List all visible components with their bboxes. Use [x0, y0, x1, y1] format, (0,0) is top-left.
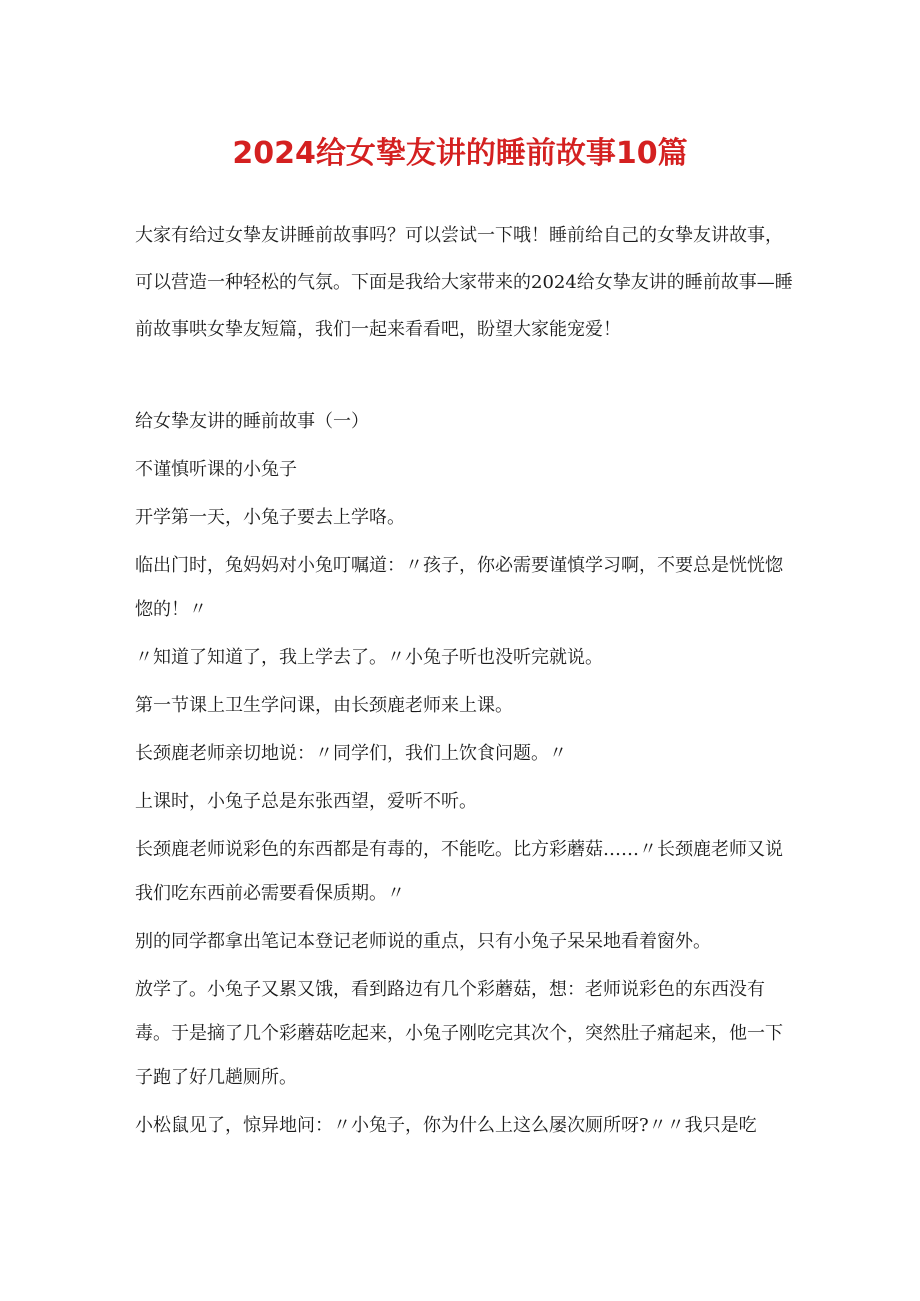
story-paragraph: 上课时，小兔子总是东张西望，爱听不听。 — [135, 791, 477, 812]
section-heading: 给女挚友讲的睡前故事（一） — [135, 411, 369, 432]
story-paragraph: 别的同学都拿出笔记本登记老师说的重点，只有小兔子呆呆地看着窗外。 — [135, 931, 711, 952]
story-paragraph: 〃知道了知道了，我上学去了。〃小兔子听也没听完就说。 — [135, 647, 603, 668]
story-paragraph: 放学了。小兔子又累又饿，看到路边有几个彩蘑菇，想：老师说彩色的东西没有毒。于是摘了几个彩蘑菇吃起来，小兔子刚吃完其次个，突然肚子痛起来，他一下子跑了好几趟厕所。 — [135, 979, 783, 1088]
story-title: 不谨慎听课的小兔子 — [135, 459, 297, 480]
story-paragraph: 开学第一天，小兔子要去上学咯。 — [135, 507, 405, 528]
story-paragraph: 长颈鹿老师说彩色的东西都是有毒的，不能吃。比方彩蘑菇……〃长颈鹿老师又说我们吃东西前必需要看保质期。〃 — [135, 839, 783, 904]
story-paragraph: 临出门时，兔妈妈对小兔叮嘱道：〃孩子，你必需要谨慎学习啊，不要总是恍恍惚惚的！〃 — [135, 555, 783, 620]
story-paragraph: 长颈鹿老师亲切地说：〃同学们，我们上饮食问题。〃 — [135, 743, 567, 764]
story-paragraph: 小松鼠见了，惊异地问：〃小兔子，你为什么上这么屡次厕所呀?〃〃我只是吃 — [135, 1115, 757, 1136]
intro-paragraph: 大家有给过女挚友讲睡前故事吗？可以尝试一下哦！睡前给自己的女挚友讲故事，可以营造一种轻松的气氛。下面是我给大家带来的2024给女挚友讲的睡前故事—睡前故事哄女挚友短篇，我们一起来看看吧，盼望大家能宠爱！ — [135, 225, 793, 340]
story-body — [135, 400, 800, 1152]
document-title: 2024给女挚友讲的睡前故事10篇 — [232, 136, 688, 171]
story-paragraph: 第一节课上卫生学问课，由长颈鹿老师来上课。 — [135, 695, 513, 716]
